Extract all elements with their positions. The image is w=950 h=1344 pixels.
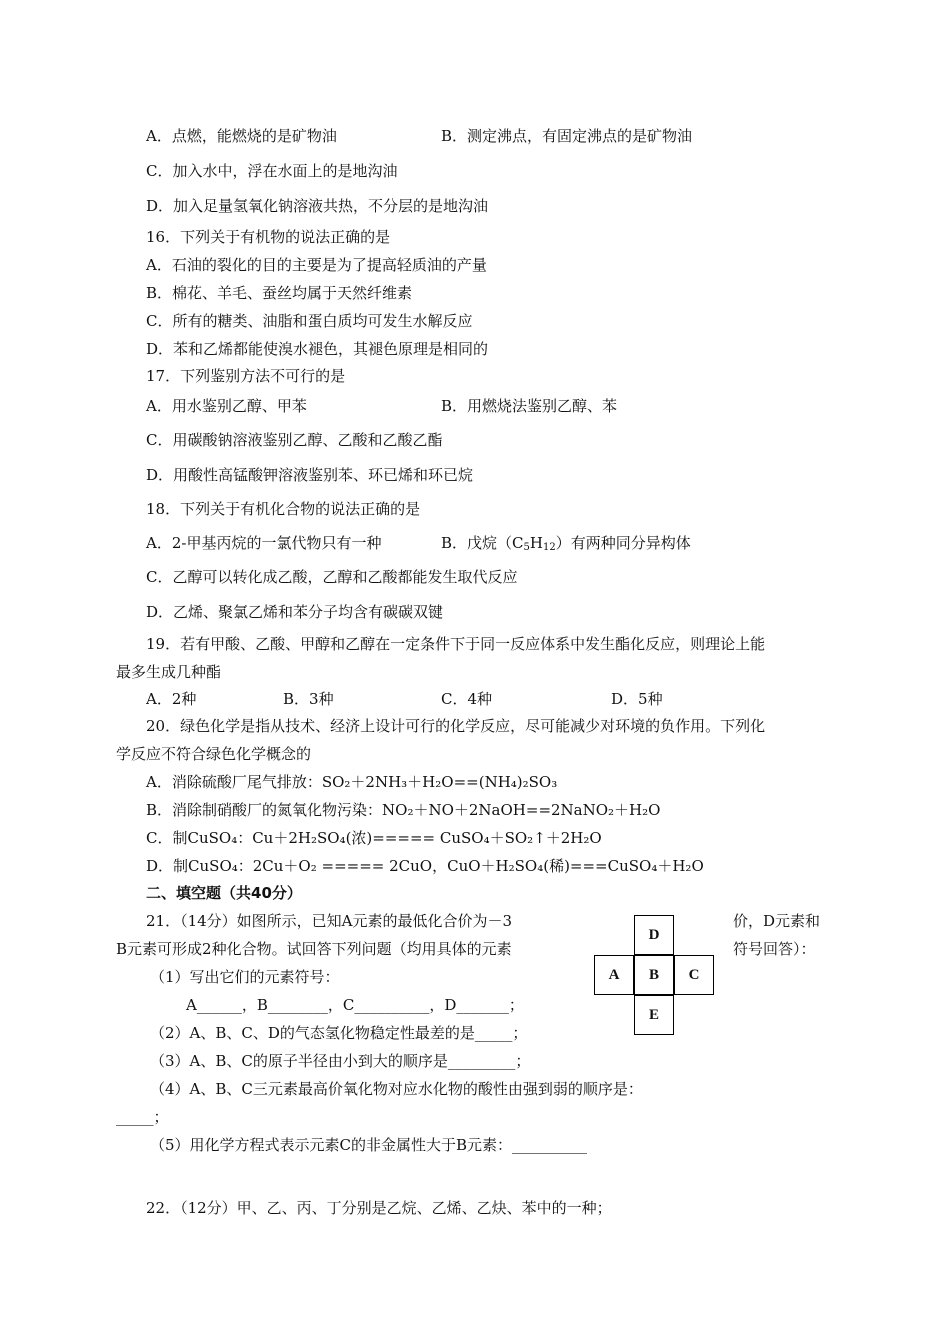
- q17-option-d: D．用酸性高锰酸钾溶液鉴别苯、环已烯和环已烷: [146, 466, 474, 484]
- q15-option-b: B．测定沸点，有固定沸点的是矿物油: [441, 127, 693, 145]
- grid-cell-b: B: [634, 955, 674, 995]
- grid-cell-a: A: [594, 955, 634, 995]
- q21-part4: （4）A、B、C三元素最高价氧化物对应水化物的酸性由强到弱的顺序是：: [150, 1080, 643, 1098]
- q17-option-a: A．用水鉴别乙醇、甲苯: [146, 397, 307, 415]
- q21-part3: （3）A、B、C的原子半径由小到大的顺序是_________；: [150, 1052, 531, 1070]
- q18-option-c: C．乙醇可以转化成乙酸，乙醇和乙酸都能发生取代反应: [146, 568, 518, 586]
- q15-option-a: A．点燃，能燃烧的是矿物油: [146, 127, 337, 145]
- q21-part4-blank: _____；: [116, 1108, 169, 1126]
- q19-option-a: A．2种: [146, 690, 197, 708]
- q20-stem-line1: 20．绿色化学是指从技术、经济上设计可行的化学反应，尽可能减少对环境的负作用。下列化: [146, 717, 766, 735]
- section-heading: 二、填空题（共40分）: [146, 884, 302, 902]
- q21-part1-blanks: A______，B________，C__________，D_______；: [186, 996, 524, 1014]
- q20-option-b: B．消除制硝酸厂的氮氧化物污染：NO₂＋NO＋2NaOH==2NaNO₂＋H₂O: [146, 801, 661, 819]
- q21-part2: （2）A、B、C、D的气态氢化物稳定性最差的是_____；: [150, 1024, 528, 1042]
- q17-option-c: C．用碳酸钠溶液鉴别乙醇、乙酸和乙酸乙酯: [146, 431, 443, 449]
- q16-option-d: D．苯和乙烯都能使溴水褪色，其褪色原理是相同的: [146, 340, 489, 358]
- q20-option-d: D．制CuSO₄：2Cu＋O₂ ===== 2CuO，CuO＋H₂SO₄(稀)===CuSO₄＋H₂O: [146, 857, 704, 875]
- q21-part1: （1）写出它们的元素符号：: [150, 968, 340, 986]
- q17-stem: 17．下列鉴别方法不可行的是: [146, 367, 346, 385]
- q16-option-c: C．所有的糖类、油脂和蛋白质均可发生水解反应: [146, 312, 473, 330]
- q18-option-b: B．戊烷$(C_5H_{12})$有两种同分异构体: [441, 534, 691, 553]
- q21-stem-line1a: 21．（14分）如图所示，已知A元素的最低化合价为－3: [146, 912, 513, 930]
- q22-stem: 22．（12分）甲、乙、丙、丁分别是乙烷、乙烯、乙炔、苯中的一种；: [146, 1199, 612, 1217]
- q21-stem-line2a: B元素可形成2种化合物。试回答下列问题（均用具体的元素: [116, 940, 512, 958]
- q16-stem: 16．下列关于有机物的说法正确的是: [146, 228, 391, 246]
- q16-option-b: B．棉花、羊毛、蚕丝均属于天然纤维素: [146, 284, 413, 302]
- q21-stem-line1b: 价，D元素和: [733, 912, 821, 930]
- grid-cell-c: C: [674, 955, 714, 995]
- q20-option-c: C．制CuSO₄：Cu＋2H₂SO₄(浓)===== CuSO₄＋SO₂↑＋2H₂O: [146, 829, 602, 847]
- q19-stem-line2: 最多生成几种酯: [116, 663, 222, 681]
- q16-option-a: A．石油的裂化的目的主要是为了提高轻质油的产量: [146, 256, 487, 274]
- q19-option-c: C．4种: [441, 690, 493, 708]
- q15-option-c: C．加入水中，浮在水面上的是地沟油: [146, 162, 398, 180]
- q21-stem-line2b: 符号回答）：: [733, 940, 816, 958]
- q19-option-b: B．3种: [283, 690, 334, 708]
- q18-option-d: D．乙烯、聚氯乙烯和苯分子均含有碳碳双键: [146, 603, 444, 621]
- q20-stem-line2: 学反应不符合绿色化学概念的: [116, 745, 312, 763]
- q19-stem-line1: 19．若有甲酸、乙酸、甲醇和乙醇在一定条件下于同一反应体系中发生酯化反应，则理论上能: [146, 635, 766, 653]
- q18-stem: 18．下列关于有机化合物的说法正确的是: [146, 500, 421, 518]
- q19-option-d: D．5种: [611, 690, 663, 708]
- q20-option-a: A．消除硫酸厂尾气排放：SO₂＋2NH₃＋H₂O==(NH₄)₂SO₃: [146, 773, 558, 791]
- q21-part5: （5）用化学方程式表示元素C的非金属性大于B元素：__________: [150, 1136, 588, 1154]
- q17-option-b: B．用燃烧法鉴别乙醇、苯: [441, 397, 618, 415]
- grid-cell-d: D: [634, 915, 674, 955]
- q15-option-d: D．加入足量氢氧化钠溶液共热，不分层的是地沟油: [146, 197, 489, 215]
- q18-option-a: A．2-甲基丙烷的一氯代物只有一种: [146, 534, 382, 552]
- grid-cell-e: E: [634, 995, 674, 1035]
